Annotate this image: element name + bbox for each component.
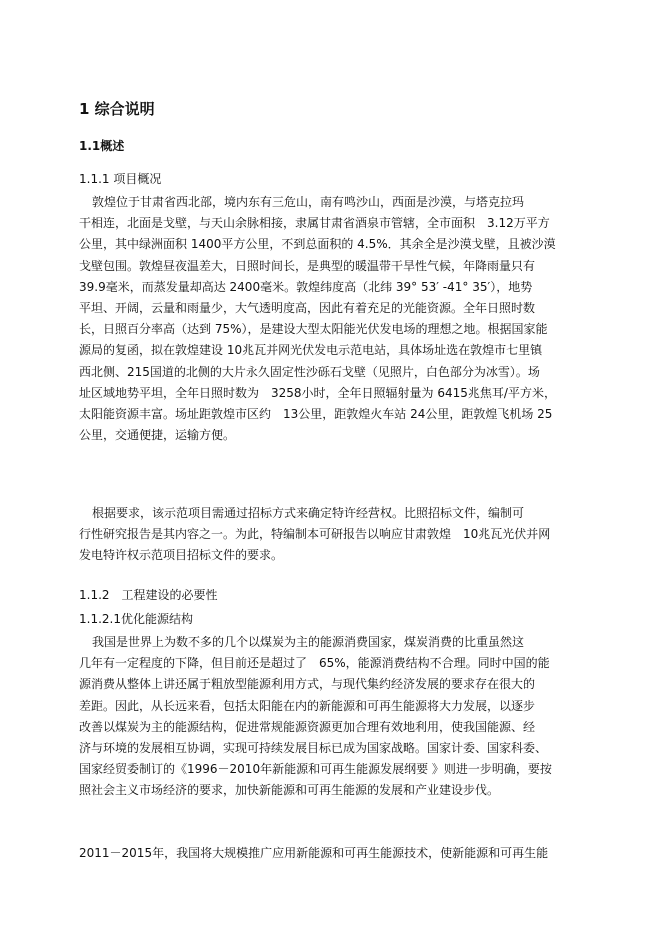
- text-line: 差距。因此，从长远来看，包括太阳能在内的新能源和可再生能源将大力发展，以逐步: [79, 698, 536, 713]
- paragraph-project-overview: [79, 192, 591, 446]
- text-line: 西北侧、215国道的北侧的大片永久固定性沙砾石戈壁（见照片，白色部分为冰雪）。场: [79, 364, 540, 379]
- section-heading-1-1-2-1: 1.1.2.1优化能源结构: [79, 612, 193, 626]
- text-line: 戈壁包围。敦煌昼夜温差大，日照时间长，是典型的暖温带干旱性气候，年降雨量只有: [79, 258, 536, 273]
- text-line: 敦煌位于甘肃省西北部，境内东有三危山，南有鸣沙山，西面是沙漠，与塔克拉玛: [92, 195, 525, 209]
- text-line: 平坦、开阔，云量和雨量少，大气透明度高，因此有着充足的光能资源。全年日照时数: [79, 300, 536, 315]
- text-line: 几年有一定程度的下降，但目前还是超过了 65%，能源消费结构不合理。同时中国的能: [79, 656, 550, 671]
- text-line: 我国是世界上为数不多的几个以煤炭为主的能源消费国家，煤炭消费的比重虽然这: [92, 635, 525, 649]
- paragraph-tender-requirements: [79, 503, 591, 567]
- text-line: 39.9毫米，而蒸发量却高达 2400毫米。敦煌纬度高（北纬 39° 53′ -41° 35′），地势: [79, 279, 533, 294]
- text-line: 长，日照百分率高（达到 75%），是建设大型太阳能光伏发电场的理想之地。根据国家能: [79, 322, 548, 337]
- text-line: 发电特许权示范项目招标文件的要求。: [79, 548, 284, 563]
- section-heading-1-1: 1.1概述: [79, 139, 125, 153]
- text-line: 2011－2015年，我国将大规模推广应用新能源和可再生能源技术，使新能源和可再生能: [79, 846, 549, 860]
- text-line: 根据要求，该示范项目需通过招标方式来确定特许经营权。比照招标文件，编制可: [92, 506, 525, 520]
- text-line: 源局的复函，拟在敦煌建设 10兆瓦并网光伏发电示范电站，具体场址选在敦煌市七里镇: [79, 343, 543, 358]
- text-line: 公里，交通便捷，运输方便。: [79, 428, 236, 443]
- section-heading-1-1-1: 1.1.1 项目概况: [79, 172, 162, 186]
- text-line: 源消费从整体上讲还属于粗放型能源利用方式，与现代集约经济发展的要求存在很大的: [79, 677, 536, 692]
- section-heading-1: 1 综合说明: [79, 100, 155, 118]
- section-heading-1-1-2: 1.1.2 工程建设的必要性: [79, 588, 218, 602]
- text-line: 公里，其中绿洲面积 1400平方公里，不到总面积的 4.5%．其余全是沙漠戈壁，且被沙漠: [79, 237, 556, 252]
- text-line: 照社会主义市场经济的要求，加快新能源和可再生能源的发展和产业建设步伐。: [79, 783, 500, 798]
- text-line: 太阳能资源丰富。场址距敦煌市区约 13公里，距敦煌火车站 24公里，距敦煌飞机场 25: [79, 406, 553, 421]
- text-line: 址区域地势平坦，全年日照时数为 3258小时，全年日照辐射量为 6415兆焦耳/平方米，: [79, 385, 556, 400]
- text-line: 行性研究报告是其内容之一。为此，特编制本可研报告以响应甘肃敦煌 10兆瓦光伏并网: [79, 527, 551, 542]
- paragraph-2011-2015: [79, 843, 591, 864]
- text-line: 济与环境的发展相互协调，实现可持续发展目标已成为国家战略。国家计委、国家科委、: [79, 740, 548, 755]
- text-line: 国家经贸委制订的《1996－2010年新能源和可再生能源发展纲要 》则进一步明确，要按: [79, 762, 552, 777]
- paragraph-energy-structure: [79, 632, 591, 802]
- text-line: 改善以煤炭为主的能源结构，促进常规能源资源更加合理有效地利用，使我国能源、经: [79, 719, 536, 734]
- text-line: 干相连，北面是戈壁，与天山余脉相接，隶属甘肃省酒泉市管辖，全市面积 3.12万平方: [79, 216, 550, 231]
